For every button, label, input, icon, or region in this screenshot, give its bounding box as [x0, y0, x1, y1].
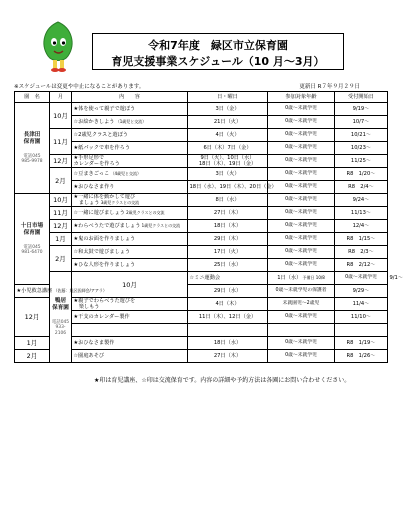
date-cell: 25日（水）	[188, 259, 268, 272]
age-cell: 0歳～未就学児	[268, 129, 335, 142]
month-cell: 12月	[50, 155, 72, 168]
month-cell: 12月	[50, 220, 72, 233]
age-cell: 0歳～未就学児の保護者	[268, 285, 335, 298]
age-cell: 0歳～未就学児	[268, 116, 335, 129]
event-note: 2歳児クラスとの交流	[124, 210, 165, 215]
table-row	[15, 233, 388, 246]
content-cell	[72, 220, 188, 233]
date-cell: 21日（火）	[188, 116, 268, 129]
event-title: ★手形足形で カレンダーを作ろう	[73, 155, 120, 167]
event-title: ☆一緒に遊びましょう	[73, 210, 125, 216]
deadline-cell: 9/19～	[335, 103, 388, 116]
date-cell: 27日（木）	[188, 350, 268, 363]
age-cell: 0歳～未就学児	[335, 272, 388, 285]
date-cell: 18日（木）	[188, 220, 268, 233]
content-cell	[72, 155, 188, 168]
center-phone: 電話045 981-6470	[21, 244, 43, 255]
content-cell	[15, 285, 107, 298]
month-cell: 11月	[50, 129, 72, 155]
schedule-table	[14, 91, 403, 363]
age-cell: 0歳～未就学児	[268, 337, 335, 350]
content-cell	[72, 259, 188, 272]
deadline-cell: 10/23～	[335, 142, 388, 155]
age-cell: 0歳～未就学児	[268, 233, 335, 246]
content-cell	[72, 142, 188, 155]
table-row	[15, 129, 388, 142]
page-title: 令和7年度 緑区市立保育園	[148, 39, 288, 52]
deadline-cell: R8 2/12～	[335, 259, 388, 272]
date-cell: 3日（火）	[188, 168, 268, 181]
event-note: 1歳児クラスとの交流	[140, 223, 181, 228]
content-cell	[72, 298, 188, 311]
date-cell: 4日（火）	[188, 129, 268, 142]
content-cell	[188, 272, 268, 285]
deadline-cell: R8 1/26～	[335, 350, 388, 363]
header-age: 参加対象年齢	[268, 92, 335, 103]
deadline-cell: 9/29～	[335, 285, 388, 298]
deadline-cell: R8 1/15～	[335, 233, 388, 246]
header-start: 受付開始日	[335, 92, 388, 103]
month-cell: 10月	[72, 272, 188, 298]
event-title: ☆2歳児クラスと遊ぼう	[73, 132, 128, 138]
event-title: ★わらべうたで遊びましょう	[73, 223, 141, 229]
header-month: 月	[50, 92, 72, 103]
content-cell	[72, 103, 188, 116]
event-title: ☆豆まきごっこ	[73, 171, 110, 177]
event-title: ★鬼のお面を作りましょう	[73, 236, 136, 242]
date-cell: 11日（木）、12日（金）	[188, 311, 268, 324]
schedule-change-note: ※スケジュールは変更や中止になることがあります。	[14, 84, 145, 90]
content-cell	[72, 181, 188, 194]
mascot-leaf-character-icon	[38, 20, 78, 74]
table-row	[15, 194, 388, 207]
date-cell: 3日（金）	[188, 103, 268, 116]
content-cell	[72, 194, 188, 207]
center-cell	[15, 103, 50, 194]
center-cell	[15, 194, 50, 285]
center-name: 鴨居 保育園	[52, 297, 69, 311]
page-title-box	[92, 33, 344, 70]
event-title: ☆お絵かきしよう	[73, 119, 115, 125]
month-cell: 11月	[50, 207, 72, 220]
age-cell: 0歳～未就学児	[268, 311, 335, 324]
date-cell: 29日（木）	[188, 233, 268, 246]
table-row	[15, 246, 388, 259]
content-cell	[72, 129, 188, 142]
month-cell: 2月	[50, 246, 72, 272]
page-subtitle: 育児支援事業スケジュール（10 月～3月）	[111, 55, 325, 68]
event-title: ☆ミニ運動会	[189, 275, 221, 281]
deadline-cell: 12/4～	[335, 220, 388, 233]
table-row	[15, 103, 388, 116]
event-title: ★おひなさま作り	[73, 184, 115, 190]
age-cell: 0歳～未就学児	[268, 194, 335, 207]
event-title: ★親子でわらべうた遊びを 楽しもう	[73, 298, 136, 310]
table-row	[15, 207, 388, 220]
event-note: （佐藤：旭区医師会/アアラ）	[52, 288, 107, 293]
event-note: 3歳児クラスとの交流	[99, 200, 140, 205]
content-cell	[72, 207, 188, 220]
date-cell: 6日（木）7日（金）	[188, 142, 268, 155]
backup-date: 予備日 10/8	[301, 275, 325, 280]
center-cell	[50, 272, 72, 363]
center-phone: 電話045 985-9978	[21, 153, 43, 164]
date-cell: 18日（水）	[188, 337, 268, 350]
content-cell	[72, 311, 188, 324]
center-phone: 電話045 933-2106	[51, 319, 70, 336]
age-cell: 0歳～未就学児	[268, 350, 335, 363]
age-cell: 0歳～未就学児	[268, 220, 335, 233]
age-cell: 0歳～未就学児	[268, 181, 335, 194]
content-cell	[72, 337, 188, 350]
table-row	[15, 168, 388, 181]
date-cell: 29日（水）	[188, 285, 268, 298]
event-note: （4歳児と交流）	[109, 171, 141, 176]
header-date: 日・曜日	[188, 92, 268, 103]
header-center: 園 名	[15, 92, 50, 103]
table-row	[15, 220, 388, 233]
center-name: 長津田 保育園	[23, 131, 41, 145]
age-cell	[268, 324, 335, 337]
date-cell: 8日（水）	[188, 194, 268, 207]
month-cell: 1月	[50, 233, 72, 246]
footer-note: ★印は育児講座、☆印は交流保育です。内容の詳細や予約方法は各園にお問い合わせください。	[94, 377, 351, 384]
event-title: ★干支のカレンダー製作	[73, 314, 130, 320]
month-cell: 10月	[50, 103, 72, 129]
event-title: ★紙パックで車を作ろう	[73, 145, 131, 151]
event-title: ☆和太鼓で遊びましょう	[73, 249, 131, 255]
deadline-cell: R8 2/3～	[335, 246, 388, 259]
deadline-cell: 11/13～	[335, 207, 388, 220]
age-cell: 0歳～未就学児	[268, 168, 335, 181]
table-header-row	[15, 92, 388, 103]
month-cell: 2月	[15, 350, 50, 363]
deadline-cell: 11/4～	[335, 298, 388, 311]
age-cell: 0歳～未就学児	[268, 142, 335, 155]
table-row	[15, 155, 388, 168]
date-cell: 27日（木）	[188, 207, 268, 220]
event-title: ★体を使って親子で遊ぼう	[73, 106, 136, 112]
date-cell: 18日（水）、19日（木）、20日（金）	[188, 181, 268, 194]
event-title: ★一緒に体を動かして遊び ましょう	[73, 194, 136, 206]
deadline-cell	[335, 324, 388, 337]
content-cell	[72, 168, 188, 181]
month-cell: 12月	[15, 298, 50, 337]
content-cell	[72, 324, 188, 337]
center-name: 十日市場 保育園	[20, 222, 44, 236]
age-cell: 0歳～未就学児	[268, 207, 335, 220]
event-title: ☆園庭あそび	[73, 353, 105, 359]
age-cell: 0歳～未就学児	[268, 259, 335, 272]
month-cell: 10月	[50, 194, 72, 207]
age-cell: 未就園児～2歳児	[268, 298, 335, 311]
event-title: ★おひなさま製作	[73, 340, 115, 346]
date-cell: 17日（火）	[188, 246, 268, 259]
month-cell: 1月	[15, 337, 50, 350]
deadline-cell: 11/10～	[335, 311, 388, 324]
content-cell	[72, 116, 188, 129]
event-title: ★小児救急講座	[16, 288, 53, 294]
table-row: 鴨居 保育園 電話045 933-2106 10月 ☆ミニ運動会 1日（水） 予備日 10/8 0歳～未就学児 9/1～	[15, 272, 388, 285]
deadline-cell: 10/21～	[335, 129, 388, 142]
deadline-cell: R8 1/20～	[335, 168, 388, 181]
date-cell: 4日（木）	[188, 298, 268, 311]
content-cell	[72, 233, 188, 246]
updated-date: 更新日 R７年９月２９日	[299, 84, 360, 90]
event-title: ★ひな人形を作りましょう	[73, 262, 136, 268]
deadline-cell: 11/25～	[335, 155, 388, 168]
date-cell	[188, 324, 268, 337]
age-cell: 0歳～未就学児	[268, 155, 335, 168]
deadline-cell: 9/24～	[335, 194, 388, 207]
content-cell	[72, 246, 188, 259]
deadline-cell: 10/7～	[335, 116, 388, 129]
date-cell: 9日（火）、10日（水） 18日（木）、19日（金）	[188, 155, 268, 168]
content-cell	[72, 350, 188, 363]
month-cell: 2月	[50, 168, 72, 194]
event-note: （1歳児と交流）	[114, 119, 147, 124]
date-cell: 1日（水） 予備日 10/8	[268, 272, 335, 285]
age-cell: 0歳～未就学児	[268, 246, 335, 259]
deadline-cell: R8 2/4～	[335, 181, 388, 194]
deadline-cell: R8 1/19～	[335, 337, 388, 350]
age-cell: 0歳～未就学児	[268, 103, 335, 116]
header-content: 内 容	[72, 92, 188, 103]
